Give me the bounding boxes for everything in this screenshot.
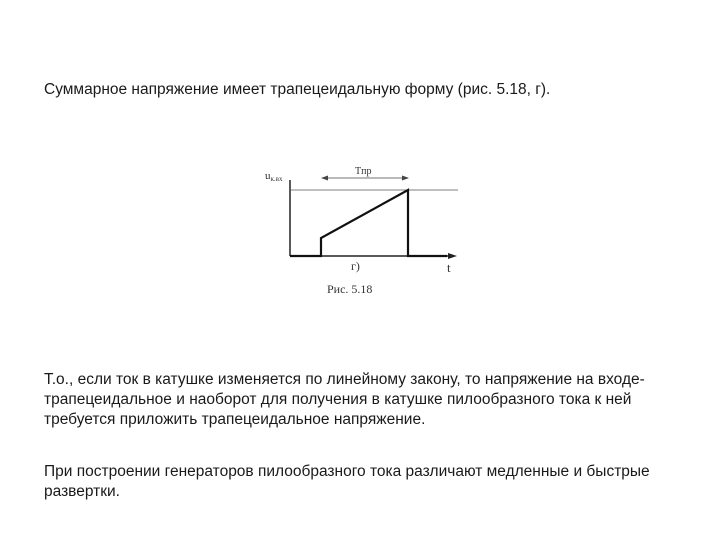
figure-5-18 <box>255 158 465 308</box>
interval-arrow-right-icon <box>402 176 409 181</box>
interval-arrow-left-icon <box>321 176 328 181</box>
t-axis-label: t <box>447 260 451 275</box>
x-axis-arrow-icon <box>448 253 457 259</box>
y-axis-label: uк.вх <box>265 170 283 183</box>
interval-label: Tпр <box>355 166 372 177</box>
body-paragraph-2: При построении генераторов пилообразного тока различают медленные и быстрые развертки. <box>44 463 650 500</box>
trapezoid-waveform <box>290 190 447 256</box>
slide-heading: Суммарное напряжение имеет трапецеидальную форму (рис. 5.18, г). <box>44 81 551 98</box>
body-paragraph-1: Т.о., если ток в катушке изменяется по линейному закону, то напряжение на входе- трапецеидальное и наоборот для получения в катушке пилообразного тока к ней требуется приложить трапецеидальное напряжение. <box>44 371 645 428</box>
figure-caption: Рис. 5.18 <box>327 282 373 296</box>
panel-label: г) <box>351 259 360 273</box>
